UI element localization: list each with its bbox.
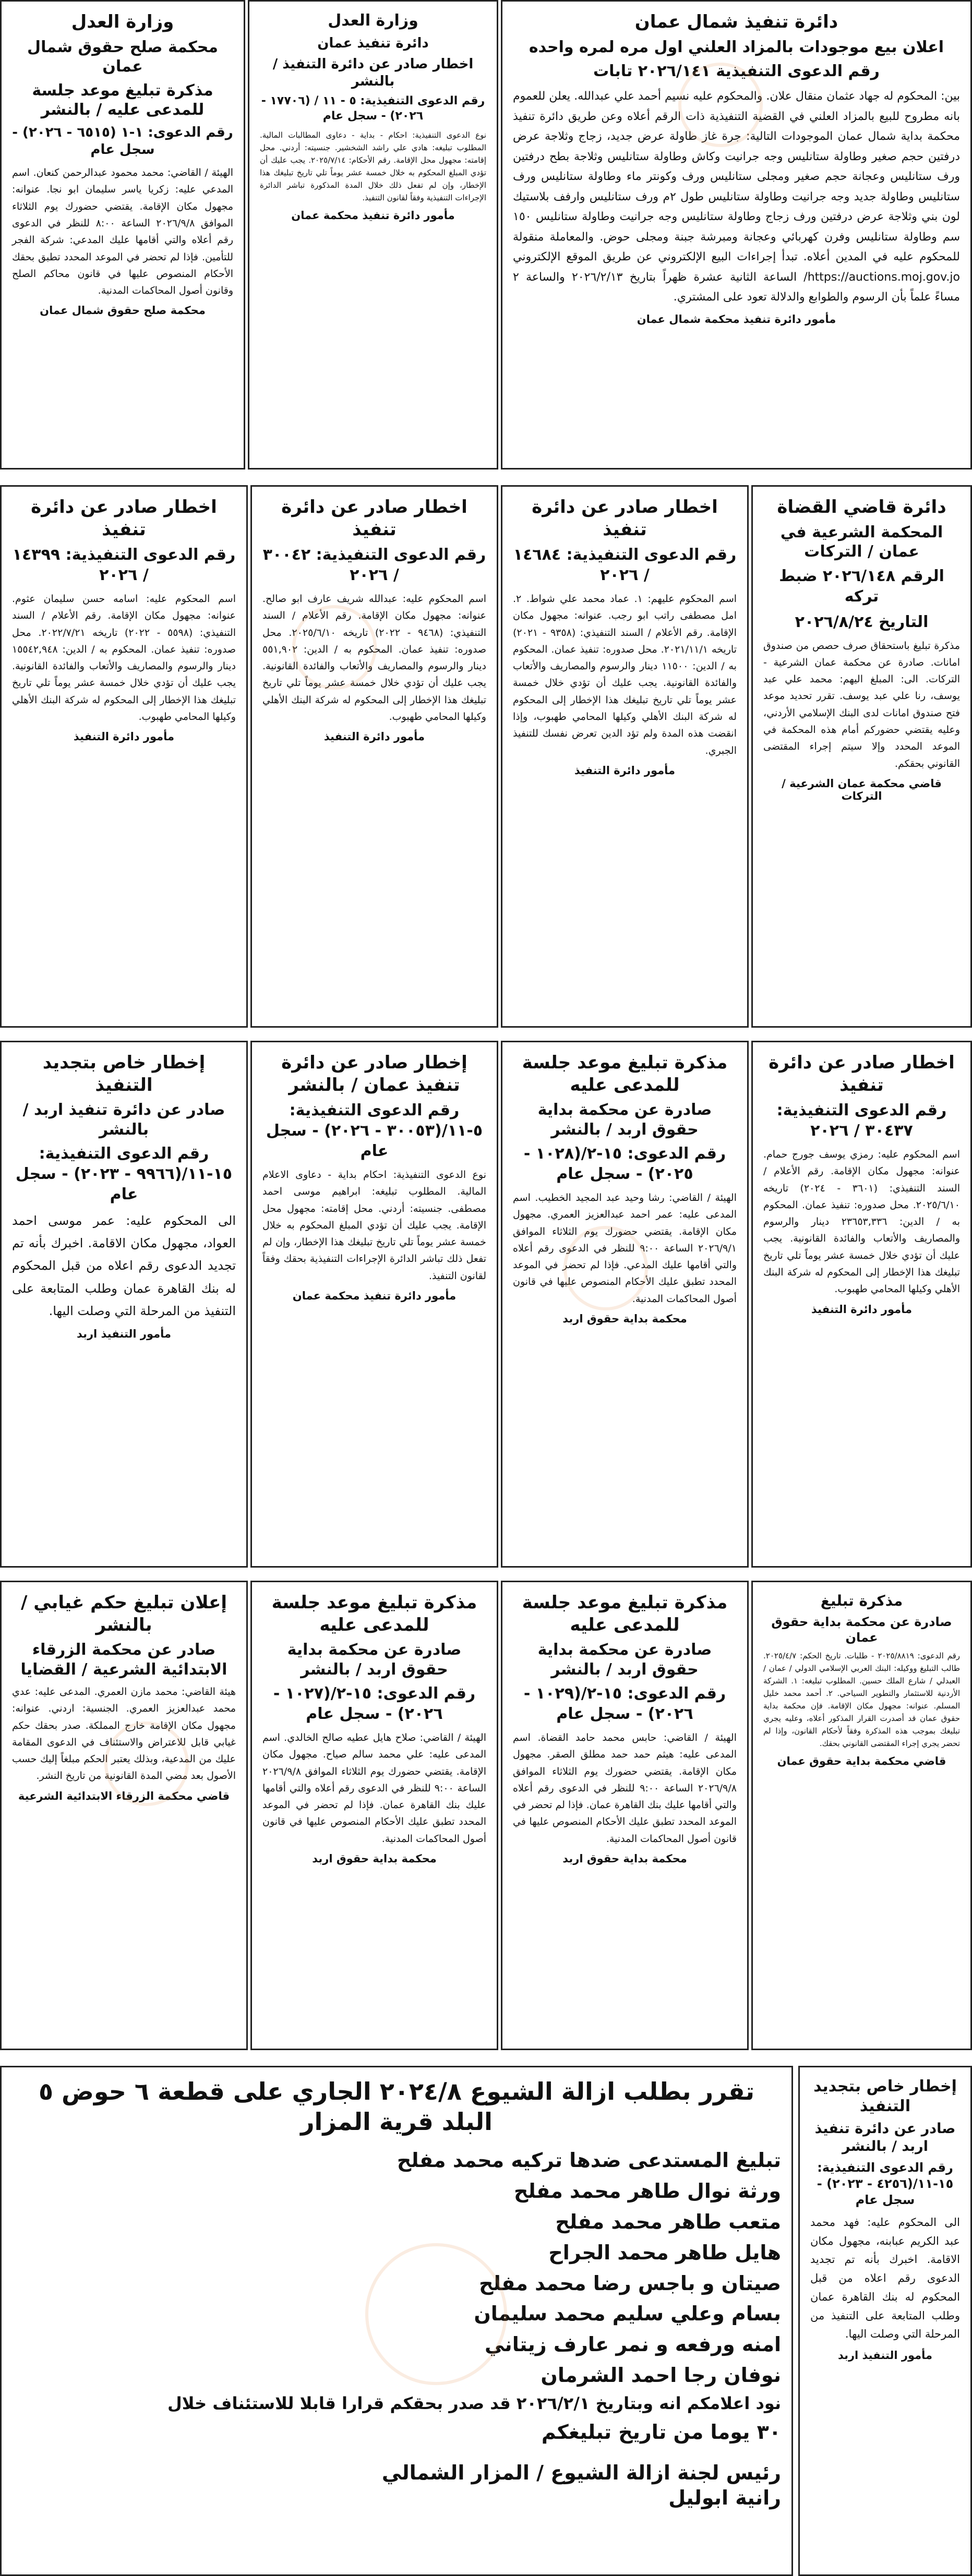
ad-signature: محكمة صلح حقوق شمال عمان <box>40 304 206 317</box>
ad-signature: قاضي محكمة الزرقاء الابتدائية الشرعية <box>18 1789 230 1802</box>
ad-title: إعلان تبليغ حكم غيابي / بالنشر <box>20 1592 227 1635</box>
case-number: رقم الدعوى: ١٥-٢/(١٠٢٩ - ٢٠٢٦) - سجل عام <box>523 1684 726 1723</box>
case-number: رقم الدعوى التنفيذية ٢٠٢٦/١٤١ تابات <box>593 62 880 80</box>
ad-signature: مأمور دائرة التنفيذ <box>811 1303 913 1316</box>
ad-line: ورثة نوال طاهر محمد مفلح <box>514 2179 781 2202</box>
execution-notice-14399 <box>0 485 248 1028</box>
ad-signature-name: رانية ابوليل <box>668 2486 781 2509</box>
ad-line: نود اعلامكم انه وبتاريخ ٢٠٢٦/٢/١ قد صدر بحقكم قرارا قابلا للاستئناف خلال <box>167 2393 781 2414</box>
ad-signature: رئيس لجنة ازالة الشيوع / المزار الشمالي <box>381 2461 781 2484</box>
ad-signature: قاضي محكمة بداية حقوق عمان <box>777 1755 946 1767</box>
session-notice-irbid-1027 <box>250 1581 498 2050</box>
ad-title: مذكرة تبليغ موعد جلسة للمدعى عليه <box>271 1592 477 1635</box>
ad-signature: مأمور دائرة تنفيذ محكمة شمال عمان <box>637 312 836 326</box>
execution-notice-30042 <box>250 485 498 1028</box>
ad-title: مذكرة تبليغ موعد جلسة للمدعى عليه <box>522 1052 728 1096</box>
case-number: رقم الدعوى: ١-١ (٦٥١٥ - ٢٠٢٦) - سجل عام <box>12 124 233 158</box>
ad-title: دائرة قاضي القضاة <box>777 497 946 517</box>
case-number: رقم الدعوى التنفيذية: ١٤٣٩٩ / ٢٠٢٦ <box>12 546 236 584</box>
case-number: رقم الدعوى التنفيذية: ١٥-١١/(٩٩٦٦ - ٢٠٢٣) - سجل عام <box>15 1145 233 1203</box>
ad-line: نوفان رجا احمد الشرمان <box>541 2364 781 2387</box>
case-number: رقم الدعوى التنفيذية: ١٤٦٨٤ / ٢٠٢٦ <box>513 546 737 584</box>
case-number: الرقم ٢٠٢٦/١٤٨ ضبط تركه <box>779 567 944 606</box>
session-notice-irbid-1028 <box>501 1041 749 1568</box>
execution-notice-amman-ministry <box>248 0 498 470</box>
ad-line: امنه ورفعه و نمر عارف زيتاني <box>484 2333 781 2356</box>
ad-body: الهيئة / القاضي: محمد محمود عبدالرحمن كنعان. اسم المدعي عليه: زكريا ياسر سليمان ابو نجا. عنوانه: مجهول مكان الإقامة. يقتضي حضورك يوم الثلاثاء الموافق ٢٠٢٦/٩/٨ الساعة ٨:٠٠ للنظر في الدعوى رقم أعلاه والتي أقامها عليك المدعي: شركة الفجر للتأمين. فإذا لم تحضر في الموعد المحدد تطبق بحقك الأحكام المنصوص عليها في قانون محاكم الصلح وقانون أصول المحاكمات المدنية. <box>12 167 233 297</box>
ad-heading: مذكرة تبليغ موعد جلسة للمدعى عليه / بالنشر <box>32 81 213 119</box>
absentee-judgment-notice-zarqa <box>0 1581 248 2050</box>
ad-title: إخطار خاص بتجديد التنفيذ <box>813 2077 957 2115</box>
ad-heading: اخطار صادر عن دائرة التنفيذ / بالنشر <box>272 56 474 89</box>
ad-subtitle: صادرة عن محكمة بداية حقوق اربد / بالنشر <box>537 1101 712 1139</box>
ad-body: اسم المحكوم عليهم: ١. عماد محمد علي شواط. ٢. امل مصطفى راتب ابو رجب. عنوانه: مجهول مكان الإقامة. رقم الأعلام / السند التنفيذي: (٩٣٥٨ - ٢٠٢١) تاريخه ٢٠٢١/١١/١. محل صدوره: تنفيذ عمان. المحكوم به / الدين: ١١٥٠٠ دينار والرسوم والمصاريف والأتعاب والفائدة القانونية. يجب عليك أن تؤدي خلال خمسة عشر يوماً تلي تاريخ تبليغك هذا الإخطار إلى المحكوم له شركة البنك الأهلي وكيلها المحامي طهبوب، وإذا انقضت هذه المدة ولم تؤد الدين تعرض نفسك للتنفيذ الجبري. <box>513 593 737 756</box>
ad-body: نوع الدعوى التنفيذية: احكام - بداية - دعاوى المطالبات المالية. المطلوب تبليغه: هادي علي راشد الشخشير. جنسيته: أردني. محل إقامته: مجهول محل الإقامة. رقم الأحكام: ٢٠٢٥/٧/١٤. يجب عليك أن تؤدي المبلغ المحكوم به خلال خمسة عشر يوماً تلي تاريخ تبليغك هذا الإخطار، وإن لم تفعل ذلك خلال المدة المذكورة تباشر الدائرة الإجراءات التنفيذية وفقاً لقانون التنفيذ. <box>260 130 486 203</box>
ad-line: متعب طاهر محمد مفلح <box>555 2210 781 2233</box>
ad-title: اخطار صادر عن دائرة تنفيذ <box>281 497 467 540</box>
ad-title: دائرة تنفيذ شمال عمان <box>634 11 838 32</box>
ad-signature: مأمور التنفيذ اربد <box>76 1327 172 1340</box>
ad-body: الى المحكوم عليه: عمر موسى احمد العواد، مجهول مكان الاقامة. اخبرك بأنه تم تجديد الدعوى رقم اعلاه من قبل المحكوم له بنك القاهرة عمان وطلب المتابعة على التنفيذ من المرحلة التي وصلت اليها. <box>12 1213 236 1318</box>
ad-line: صيتان و باجس رضا محمد مفلح <box>479 2271 781 2295</box>
ad-signature: محكمة بداية حقوق اربد <box>562 1852 687 1865</box>
ad-line: بسام وعلي سليم محمد سليمان <box>474 2302 781 2326</box>
ad-date: التاريخ ٢٠٢٦/٨/٢٤ <box>795 612 929 631</box>
ad-body: هيئة القاضي: محمد مازن العمري. المدعى عليه: عدي محمد عبدالعزيز العمري. الجنسية: اردني. عنوانه: مجهول مكان الإقامة خارج المملكة. صدر بحقك حكم غيابي قابل للاعتراض والاستئناف في الدعوى المقامة عليك من المدعية، وبذلك يعتبر الحكم مبلغاً إليك حسب الأصول بعد مضي المدة القانونية من تاريخ النشر. <box>12 1686 236 1782</box>
auction-notice-north-amman <box>501 0 972 470</box>
ad-body: اسم المحكوم عليه: اسامه حسن سليمان عثوم. عنوانه: مجهول مكان الإقامة. رقم الأعلام / السند التنفيذي: (٥٥٩٨ - ٢٠٢٢) تاريخه ٢٠٢٢/٧/٢١. محل صدوره: تنفيذ عمان. المحكوم به / الدين: ١٥٥٤٢,٩٤٨ دينار والرسوم والمصاريف والأتعاب والفائدة القانونية. يجب عليك أن تؤدي خلال خمسة عشر يوماً تلي تاريخ تبليغك هذا الإخطار إلى المحكوم له شركة البنك الأهلي وكيلها المحامي طهبوب. <box>12 593 236 723</box>
ad-title: إخطار خاص بتجديد التنفيذ <box>42 1052 206 1096</box>
execution-notice-amman-30053 <box>250 1041 498 1568</box>
ad-title: مذكرة تبليغ <box>820 1592 903 1609</box>
case-number: رقم الدعوى التنفيذية: ٣٠٠٤٢ / ٢٠٢٦ <box>262 546 486 584</box>
ad-title: اخطار صادر عن دائرة تنفيذ <box>769 1052 955 1096</box>
renewal-notice-irbid-9966 <box>0 1041 248 1568</box>
ad-signature: محكمة بداية حقوق اربد <box>562 1313 687 1326</box>
execution-notice-14684 <box>501 485 749 1028</box>
ad-subtitle: صادرة عن محكمة بداية حقوق اربد / بالنشر <box>537 1641 712 1679</box>
ad-title: وزارة العدل <box>328 11 418 30</box>
ad-subtitle: المحكمة الشرعية في عمان / التركات <box>780 523 943 561</box>
sharia-court-estates-notice <box>751 485 972 1028</box>
ad-signature: محكمة بداية حقوق اربد <box>312 1852 437 1865</box>
ad-signature: مأمور دائرة تنفيذ محكمة عمان <box>291 209 455 222</box>
ad-body: الى المحكوم عليه: فهد محمد عبد الكريم عبابنه، مجهول مكان الاقامة. اخبرك بأنه تم تجديد الدعوى رقم اعلاه من قبل المحكوم له بنك القاهرة عمان وطلب المتابعة على التنفيذ من المرحلة التي وصلت اليها. <box>810 2216 960 2341</box>
case-number: رقم الدعوى: ١٥-٢/(١٠٢٨ - ٢٠٢٥) - سجل عام <box>523 1145 726 1183</box>
ad-intro: تبليغ المستدعى ضدها تركيه محمد مفلح <box>397 2149 781 2172</box>
renewal-notice-irbid-4256 <box>798 2066 972 2576</box>
ad-title: تقرر بطلب ازالة الشيوع ٢٠٢٤/٨ الجاري على قطعة ٦ حوض ٥ البلد قرية المزار <box>38 2077 755 2136</box>
case-number: رقم الدعوى: ١٥-٢/(١٠٢٧ - ٢٠٢٦) - سجل عام <box>273 1684 476 1723</box>
ad-subtitle: اعلان بيع موجودات بالمزاد العلني اول مره لمره واحده <box>529 38 944 56</box>
ad-body: الهيئة / القاضي: رشا وحيد عبد المجيد الخطيب. اسم المدعى عليه: عمر احمد عبدالعزيز العمري. مجهول مكان الإقامة. يقتضي حضورك يوم الثلاثاء الموافق ٢٠٢٦/٩/١ الساعة ٩:٠٠ للنظر في الدعوى رقم أعلاه والتي أقامها عليك المدعي. فإذا لم تحضر في الموعد المحدد تطبق عليك الأحكام المنصوص عليها في قانون أصول المحاكمات المدنية. <box>513 1192 737 1305</box>
ad-signature: مأمور دائرة تنفيذ محكمة عمان <box>292 1290 457 1303</box>
ad-subtitle: محكمة صلح حقوق شمال عمان <box>27 38 218 76</box>
ad-signature: مأمور دائرة التنفيذ <box>574 764 676 777</box>
ad-title: اخطار صادر عن دائرة تنفيذ <box>31 497 217 540</box>
ad-subtitle: صادر عن محكمة الزرقاء الابتدائية الشرعية / القضايا <box>20 1641 227 1679</box>
ad-title: اخطار صادر عن دائرة تنفيذ <box>532 497 718 540</box>
case-number: رقم الدعوى التنفيذية: ٣٠٤٣٧ / ٢٠٢٦ <box>776 1101 947 1140</box>
ad-line: هايل طاهر محمد الجراح <box>548 2241 781 2264</box>
ad-body: نوع الدعوى التنفيذية: احكام بداية - دعاوى الاعلام المالية. المطلوب تبليغه: ابراهيم موسى احمد مصطفى. جنسيته: أردني. محل إقامته: مجهول محل الإقامة. يجب عليك أن تؤدي المبلغ المحكوم به خلال خمسة عشر يوماً تلي تاريخ تبليغك هذا الإخطار، وإن لم تفعل ذلك تباشر الدائرة الإجراءات التنفيذية بحقك وفقاً لقانون التنفيذ. <box>262 1169 486 1282</box>
ad-body: الهيئة / القاضي: حابس محمد حامد القضاة. اسم المدعى عليه: هيثم حمد حمد مطلق الصقر. مجهول مكان الإقامة. يقتضي حضورك يوم الثلاثاء الموافق ٢٠٢٦/٩/٨ الساعة ٩:٠٠ للنظر في الدعوى رقم أعلاه والتي أقامها عليك بنك القاهرة عمان. فإذا لم تحضر في الموعد المحدد تطبق عليك الأحكام المنصوص عليها في قانون أصول المحاكمات المدنية. <box>513 1732 737 1845</box>
ad-line: ٣٠ يوما من تاريخ تبليغكم <box>541 2420 781 2443</box>
ad-subtitle: صادر عن دائرة تنفيذ اربد / بالنشر <box>814 2121 956 2154</box>
session-notice-irbid-1029 <box>501 1581 749 2050</box>
ad-title: وزارة العدل <box>71 11 174 32</box>
ad-signature: مأمور التنفيذ اربد <box>837 2349 933 2362</box>
case-number: رقم الدعوى التنفيذية: ١٥-١١/(٤٢٥٦ - ٢٠٢٣) - سجل عام <box>817 2160 954 2207</box>
execution-notice-30437 <box>751 1041 972 1568</box>
ad-subtitle: صادر عن دائرة تنفيذ اربد / بالنشر <box>22 1101 225 1139</box>
case-number: رقم الدعوى التنفيذية: ٥-١١/(٣٠٠٥٣ - ٢٠٢٦) - سجل عام <box>266 1101 483 1160</box>
ad-subtitle: دائرة تنفيذ عمان <box>317 35 429 51</box>
ad-signature: مأمور دائرة التنفيذ <box>323 730 425 743</box>
session-notice-north-amman-court <box>0 0 245 470</box>
ad-subtitle: صادرة عن محكمة بداية حقوق اربد / بالنشر <box>287 1641 462 1679</box>
ad-body: اسم المحكوم عليه: رمزي يوسف جورج حمام. عنوانه: مجهول مكان الإقامة. رقم الأعلام / السند التنفيذي: (٣٦٠١ - ٢٠٢٤) تاريخه ٢٠٢٥/٦/١٠. محل صدوره: تنفيذ عمان. المحكوم به / الدين: ٢٣٦٥٣,٣٣٦ دينار والرسوم والمصاريف والأتعاب والفائدة القانونية. يجب عليك أن تؤدي خلال خمسة عشر يوماً تلي تاريخ تبليغك هذا الإخطار إلى المحكوم له شركة البنك الأهلي وكيلها المحامي طهبوب. <box>763 1149 960 1295</box>
ad-body: اسم المحكوم عليه: عبدالله شريف عارف ابو صالح. عنوانه: مجهول مكان الإقامة. رقم الأعلام / السند التنفيذي: (٩٤٦٨ - ٢٠٢٢) تاريخه ٢٠٢٥/٦/١٠. محل صدوره: تنفيذ عمان. المحكوم به / الدين: ٥٥١,٩٠٢ دينار والرسوم والمصاريف والأتعاب والفائدة القانونية. يجب عليك أن تؤدي خلال خمسة عشر يوماً تلي تاريخ تبليغك هذا الإخطار إلى المحكوم له شركة البنك الأهلي وكيلها المحامي طهبوب. <box>262 593 487 723</box>
ad-lines <box>12 2145 781 2448</box>
case-number: رقم الدعوى التنفيذية: ٥ - ١١ / (١٧٧٠٦ - ٢٠٢٦) - سجل عام <box>261 94 485 123</box>
ad-body: مذكرة تبليغ باستحقاق صرف حصص من صندوق امانات. صادرة عن محكمة عمان الشرعية - التركات. الى: المبلغ اليهم: محمد علي عبد يوسف، رنا علي عبد يوسف. تقرر تحديد موعد فتح صندوق امانات لدى البنك الإسلامي الأردني، وعليه يقتضي حضوركم أمام هذه المحكمة في الموعد المحدد وإلا سيتم إجراء المقتضى القانوني بحقكم. <box>763 640 960 769</box>
notification-memo-amman-court <box>751 1581 972 2050</box>
ad-body: بين: المحكوم له جهاد عثمان منقال علان. والمحكوم عليه نسيم أحمد علي عبدالله. يعلن للعموم بانه مطروح للبيع بالمزاد العلني في القضية التنفيذية ذات الرقم أعلاه وعن طريق دائرة تنفيذ محكمة بداية شمال عمان الموجودات التالية: جرة غاز طاولة عرض جديد، زجاج وثلاجة عرض درفتين حجم صغير وطاولة ستانليس وجه جرانيت وكاش وطاولة ستانليس وثلاجة بطح درفتين ورف ستانليس وعجانة حجم صغير ومجلى ستانليس ورف وكونتر ماء وطاولة ستانليس ورف ستانليس وطاولة جديد وجه جرانيت وطاولة ستانليس طول ٢م ورف ستانليس وارفف بلاستيك لون بني وثلاجة عرض درفتين ورف زجاج وطاولة ستانليس وجه جرانيت وطاولة ستانليس ١٥٠ سم وطاولة ستانليس وفرن كهربائي وعجانة ومبرشة جبنة ومجلى حوض. والمعاملة منقولة للمحكوم عليه في المدين أعلاه. تبدأ إجراءات البيع الإلكتروني عن طريق الموقع الإلكتروني https://auctions.moj.gov.jo/ الساعة الثانية عشرة ظهراً بتاريخ ٢٠٢٦/٢/١٣ والساعة ٢ مساءً علماً بأن الرسوم والطوابع والدلالة تعود على المشتري. <box>513 90 960 304</box>
ad-title: مذكرة تبليغ موعد جلسة للمدعى عليه <box>522 1592 728 1635</box>
ad-title: إخطار صادر عن دائرة تنفيذ عمان / بالنشر <box>281 1052 467 1096</box>
ad-body: رقم الدعوى: ٢٠٢٥/٨٨١٩ - طلبات. تاريخ الحكم: ٢٠٢٥/٤/٧. طالب التبليغ ووكيله: البنك العربي الإسلامي الدولي / عمان / العبدلي / شارع الملك حسين. المطلوب تبليغه: ١. الشركة الأردنية للاستثمار والتطوير السياحي. ٢. أحمد محمد خليل المسلم. عنوانه: مجهول مكان الإقامة. فإن محكمة بداية حقوق عمان قد أصدرت القرار المذكور أعلاه، وعليه يجري تبليغك بموجب هذه المذكرة وفقاً لأحكام القانون، وإذا لم تحضر يجري إجراء المقتضى القانوني بحقك. <box>763 1651 961 1748</box>
ad-signature: مأمور دائرة التنفيذ <box>73 730 175 743</box>
ad-subtitle: صادرة عن محكمة بداية حقوق عمان <box>771 1615 952 1645</box>
common-ownership-removal-notice <box>0 2066 793 2576</box>
ad-signature: قاضي محكمة عمان الشرعية / التركات <box>782 777 942 802</box>
ad-body: الهيئة / القاضي: صلاح هايل عطيه صالح الخالدي. اسم المدعى عليه: علي محمد سالم صياح. مجهول مكان الإقامة. يقتضي حضورك يوم الثلاثاء الموافق ٢٠٢٦/٩/٨ الساعة ٩:٠٠ للنظر في الدعوى رقم أعلاه والتي أقامها عليك بنك القاهرة عمان. فإذا لم تحضر في الموعد المحدد تطبق عليك الأحكام المنصوص عليها في قانون أصول المحاكمات المدنية. <box>262 1732 487 1845</box>
